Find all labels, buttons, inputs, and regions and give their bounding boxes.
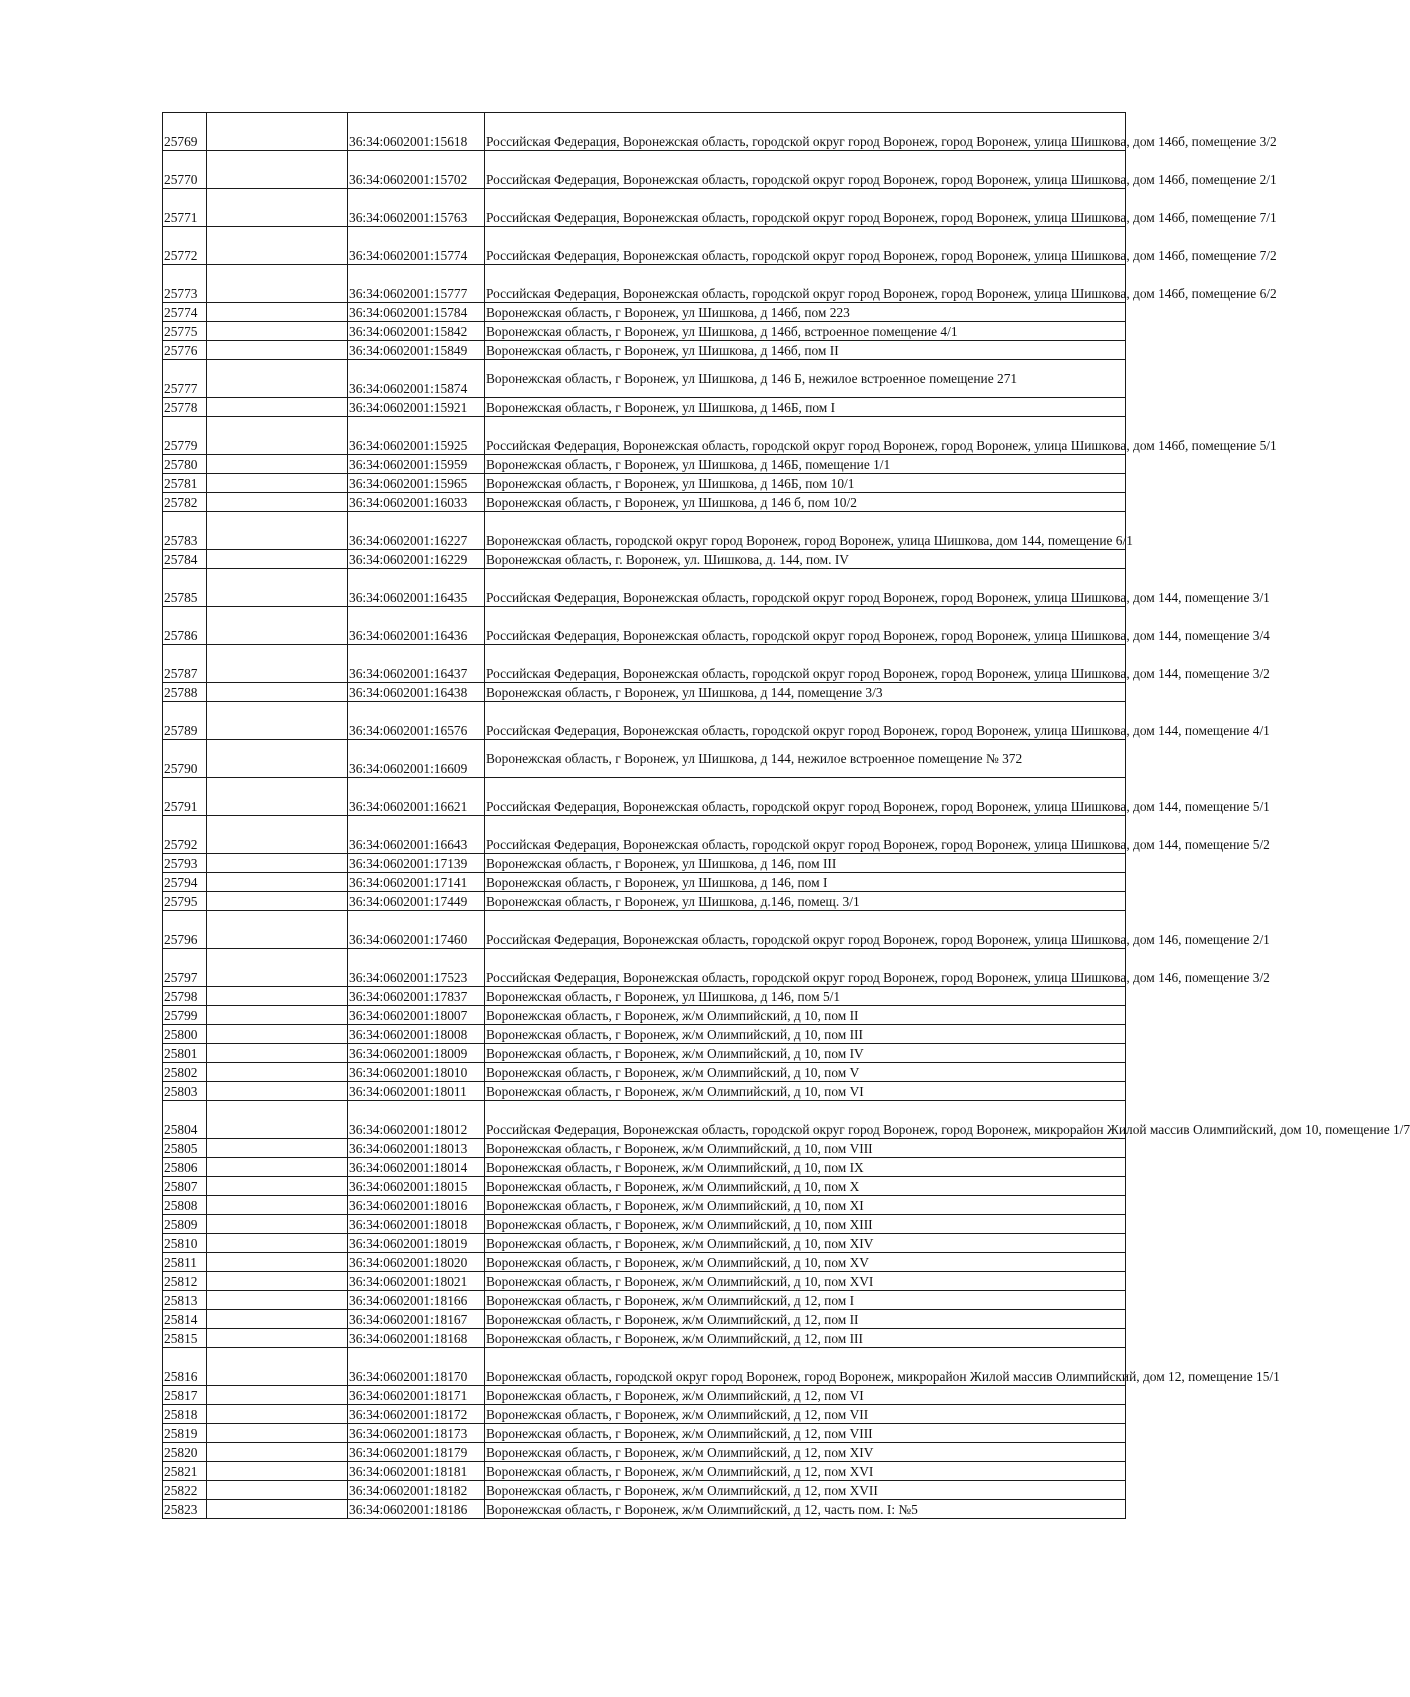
empty-cell <box>207 1500 348 1519</box>
cadastral-number-cell: 36:34:0602001:16437 <box>348 645 485 683</box>
table-row <box>163 607 1126 645</box>
row-number-cell: 25822 <box>163 1481 207 1500</box>
cadastral-number-cell: 36:34:0602001:17139 <box>348 854 485 873</box>
registry-table-body <box>163 113 1410 1519</box>
address-cell: Воронежская область, г Воронеж, ж/м Олимпийский, д 12, пом VI <box>485 1386 1126 1405</box>
table-row <box>163 873 1126 892</box>
table-row <box>163 322 1126 341</box>
cadastral-number-cell: 36:34:0602001:18171 <box>348 1386 485 1405</box>
table-row <box>163 1310 1126 1329</box>
address-cell: Российская Федерация, Воронежская область, городской округ город Воронеж, город Воронеж, улица Шишкова, дом 144, помещение 5/1 <box>485 778 1126 816</box>
empty-cell <box>207 322 348 341</box>
address-cell: Российская Федерация, Воронежская область, городской округ город Воронеж, город Воронеж, улица Шишкова, дом 144, помещение 3/4 <box>485 607 1126 645</box>
address-cell: Воронежская область, г Воронеж, ул Шишкова, д 146б, пом 223 <box>485 303 1126 322</box>
empty-cell <box>207 1234 348 1253</box>
empty-cell <box>207 417 348 455</box>
address-cell: Воронежская область, г Воронеж, ул Шишкова, д 146б, встроенное помещение 4/1 <box>485 322 1126 341</box>
cadastral-number-cell: 36:34:0602001:18012 <box>348 1101 485 1139</box>
row-number-cell: 25810 <box>163 1234 207 1253</box>
address-cell: Воронежская область, г Воронеж, ж/м Олимпийский, д 12, часть пом. I: №5 <box>485 1500 1126 1519</box>
cadastral-number-cell: 36:34:0602001:15842 <box>348 322 485 341</box>
cadastral-number-cell: 36:34:0602001:18167 <box>348 1310 485 1329</box>
table-row <box>163 1424 1126 1443</box>
table-row <box>163 645 1126 683</box>
cadastral-number-cell: 36:34:0602001:18018 <box>348 1215 485 1234</box>
empty-cell <box>207 1481 348 1500</box>
table-row <box>163 1006 1126 1025</box>
address-cell: Воронежская область, г Воронеж, ж/м Олимпийский, д 10, пом V <box>485 1063 1126 1082</box>
row-number-cell: 25804 <box>163 1101 207 1139</box>
table-row <box>163 1443 1126 1462</box>
row-number-cell: 25785 <box>163 569 207 607</box>
address-cell: Воронежская область, г Воронеж, ж/м Олимпийский, д 12, пом II <box>485 1310 1126 1329</box>
empty-cell <box>207 1310 348 1329</box>
row-number-cell: 25811 <box>163 1253 207 1272</box>
cadastral-number-cell: 36:34:0602001:16229 <box>348 550 485 569</box>
table-row <box>163 1481 1126 1500</box>
table-row <box>163 1101 1126 1139</box>
cadastral-number-cell: 36:34:0602001:16436 <box>348 607 485 645</box>
empty-cell <box>207 683 348 702</box>
empty-cell <box>207 1139 348 1158</box>
address-cell: Воронежская область, г Воронеж, ж/м Олимпийский, д 10, пом VIII <box>485 1139 1126 1158</box>
table-row <box>163 1329 1126 1348</box>
table-row <box>163 892 1126 911</box>
cadastral-number-cell: 36:34:0602001:18009 <box>348 1044 485 1063</box>
table-row <box>163 740 1126 778</box>
cadastral-number-cell: 36:34:0602001:18170 <box>348 1348 485 1386</box>
empty-cell <box>207 854 348 873</box>
row-number-cell: 25776 <box>163 341 207 360</box>
empty-cell <box>207 607 348 645</box>
empty-cell <box>207 911 348 949</box>
table-row <box>163 341 1126 360</box>
address-cell: Воронежская область, г Воронеж, ж/м Олимпийский, д 12, пом III <box>485 1329 1126 1348</box>
cadastral-number-cell: 36:34:0602001:18179 <box>348 1443 485 1462</box>
cadastral-number-cell: 36:34:0602001:18020 <box>348 1253 485 1272</box>
table-row <box>163 113 1126 151</box>
row-number-cell: 25795 <box>163 892 207 911</box>
table-row <box>163 455 1126 474</box>
row-number-cell: 25782 <box>163 493 207 512</box>
address-cell: Воронежская область, г Воронеж, ж/м Олимпийский, д 10, пом IV <box>485 1044 1126 1063</box>
row-number-cell: 25775 <box>163 322 207 341</box>
address-cell: Российская Федерация, Воронежская область, городской округ город Воронеж, город Воронеж, улица Шишкова, дом 144, помещение 4/1 <box>485 702 1126 740</box>
address-cell: Воронежская область, г Воронеж, ж/м Олимпийский, д 10, пом X <box>485 1177 1126 1196</box>
table-row <box>163 702 1126 740</box>
empty-cell <box>207 1405 348 1424</box>
row-number-cell: 25780 <box>163 455 207 474</box>
empty-cell <box>207 1158 348 1177</box>
table-row <box>163 1348 1126 1386</box>
empty-cell <box>207 398 348 417</box>
address-cell: Воронежская область, г. Воронеж, ул. Шишкова, д. 144, пом. IV <box>485 550 1126 569</box>
table-row <box>163 1272 1126 1291</box>
empty-cell <box>207 892 348 911</box>
address-cell: Российская Федерация, Воронежская область, городской округ город Воронеж, город Воронеж, микрорайон Жилой массив Олимпийский, дом 10, помещение 1/7 <box>485 1101 1126 1139</box>
address-cell: Воронежская область, г Воронеж, ул Шишкова, д 146 б, пом 10/2 <box>485 493 1126 512</box>
empty-cell <box>207 1063 348 1082</box>
cadastral-number-cell: 36:34:0602001:15965 <box>348 474 485 493</box>
row-number-cell: 25819 <box>163 1424 207 1443</box>
cadastral-number-cell: 36:34:0602001:17141 <box>348 873 485 892</box>
empty-cell <box>207 227 348 265</box>
row-number-cell: 25809 <box>163 1215 207 1234</box>
row-number-cell: 25818 <box>163 1405 207 1424</box>
row-number-cell: 25799 <box>163 1006 207 1025</box>
address-cell: Российская Федерация, Воронежская область, городской округ город Воронеж, город Воронеж, улица Шишкова, дом 146б, помещение 7/1 <box>485 189 1126 227</box>
address-cell: Воронежская область, г Воронеж, ул Шишкова, д 146 Б, нежилое встроенное помещение 271 <box>485 360 1126 398</box>
table-row <box>163 911 1126 949</box>
address-cell: Воронежская область, г Воронеж, ж/м Олимпийский, д 10, пом XIV <box>485 1234 1126 1253</box>
table-row <box>163 398 1126 417</box>
row-number-cell: 25823 <box>163 1500 207 1519</box>
address-cell: Воронежская область, г Воронеж, ж/м Олимпийский, д 12, пом VIII <box>485 1424 1126 1443</box>
empty-cell <box>207 455 348 474</box>
row-number-cell: 25783 <box>163 512 207 550</box>
address-cell: Воронежская область, городской округ город Воронеж, город Воронеж, микрорайон Жилой массив Олимпийский, дом 12, помещение 15/1 <box>485 1348 1126 1386</box>
address-cell: Российская Федерация, Воронежская область, городской округ город Воронеж, город Воронеж, улица Шишкова, дом 144, помещение 3/1 <box>485 569 1126 607</box>
table-row <box>163 1234 1126 1253</box>
row-number-cell: 25793 <box>163 854 207 873</box>
empty-cell <box>207 1044 348 1063</box>
empty-cell <box>207 550 348 569</box>
table-row <box>163 1082 1126 1101</box>
empty-cell <box>207 1253 348 1272</box>
empty-cell <box>207 1272 348 1291</box>
table-row <box>163 949 1126 987</box>
cadastral-number-cell: 36:34:0602001:18173 <box>348 1424 485 1443</box>
cadastral-number-cell: 36:34:0602001:18186 <box>348 1500 485 1519</box>
table-row <box>163 1253 1126 1272</box>
row-number-cell: 25786 <box>163 607 207 645</box>
empty-cell <box>207 1196 348 1215</box>
cadastral-number-cell: 36:34:0602001:16643 <box>348 816 485 854</box>
address-cell: Воронежская область, г Воронеж, ж/м Олимпийский, д 10, пом IX <box>485 1158 1126 1177</box>
address-cell: Воронежская область, г Воронеж, ж/м Олимпийский, д 10, пом XVI <box>485 1272 1126 1291</box>
empty-cell <box>207 341 348 360</box>
address-cell: Воронежская область, г Воронеж, ул Шишкова, д 146Б, помещение 1/1 <box>485 455 1126 474</box>
address-cell: Воронежская область, г Воронеж, ж/м Олимпийский, д 12, пом XIV <box>485 1443 1126 1462</box>
row-number-cell: 25815 <box>163 1329 207 1348</box>
cadastral-number-cell: 36:34:0602001:16435 <box>348 569 485 607</box>
empty-cell <box>207 1177 348 1196</box>
row-number-cell: 25789 <box>163 702 207 740</box>
table-row <box>163 1158 1126 1177</box>
row-number-cell: 25769 <box>163 113 207 151</box>
cadastral-number-cell: 36:34:0602001:18016 <box>348 1196 485 1215</box>
address-cell: Воронежская область, г Воронеж, ул Шишкова, д 146, пом 5/1 <box>485 987 1126 1006</box>
table-row <box>163 303 1126 322</box>
row-number-cell: 25816 <box>163 1348 207 1386</box>
empty-cell <box>207 987 348 1006</box>
row-number-cell: 25813 <box>163 1291 207 1310</box>
cadastral-number-cell: 36:34:0602001:18019 <box>348 1234 485 1253</box>
table-row <box>163 1386 1126 1405</box>
address-cell: Воронежская область, г Воронеж, ж/м Олимпийский, д 10, пом III <box>485 1025 1126 1044</box>
row-number-cell: 25772 <box>163 227 207 265</box>
table-row <box>163 189 1126 227</box>
row-number-cell: 25777 <box>163 360 207 398</box>
table-row <box>163 1044 1126 1063</box>
address-cell: Российская Федерация, Воронежская область, городской округ город Воронеж, город Воронеж, улица Шишкова, дом 146б, помещение 6/2 <box>485 265 1126 303</box>
empty-cell <box>207 873 348 892</box>
row-number-cell: 25798 <box>163 987 207 1006</box>
address-cell: Воронежская область, г Воронеж, ул Шишкова, д 144, нежилое встроенное помещение № 372 <box>485 740 1126 778</box>
table-row <box>163 151 1126 189</box>
row-number-cell: 25801 <box>163 1044 207 1063</box>
cadastral-number-cell: 36:34:0602001:18181 <box>348 1462 485 1481</box>
row-number-cell: 25796 <box>163 911 207 949</box>
row-number-cell: 25814 <box>163 1310 207 1329</box>
table-row <box>163 474 1126 493</box>
table-row <box>163 1177 1126 1196</box>
empty-cell <box>207 1082 348 1101</box>
empty-cell <box>207 1329 348 1348</box>
cadastral-number-cell: 36:34:0602001:18007 <box>348 1006 485 1025</box>
address-cell: Воронежская область, г Воронеж, ул Шишкова, д.146, помещ. 3/1 <box>485 892 1126 911</box>
table-row <box>163 417 1126 455</box>
cadastral-number-cell: 36:34:0602001:15618 <box>348 113 485 151</box>
table-row <box>163 1025 1126 1044</box>
cadastral-number-cell: 36:34:0602001:15777 <box>348 265 485 303</box>
table-row <box>163 550 1126 569</box>
table-row <box>163 360 1126 398</box>
cadastral-number-cell: 36:34:0602001:15784 <box>348 303 485 322</box>
empty-cell <box>207 740 348 778</box>
row-number-cell: 25779 <box>163 417 207 455</box>
address-cell: Воронежская область, г Воронеж, ж/м Олимпийский, д 12, пом XVII <box>485 1481 1126 1500</box>
address-cell: Воронежская область, г Воронеж, ул Шишкова, д 144, помещение 3/3 <box>485 683 1126 702</box>
row-number-cell: 25778 <box>163 398 207 417</box>
table-row <box>163 778 1126 816</box>
empty-cell <box>207 1462 348 1481</box>
empty-cell <box>207 512 348 550</box>
address-cell: Воронежская область, г Воронеж, ул Шишкова, д 146, пом I <box>485 873 1126 892</box>
table-row <box>163 1196 1126 1215</box>
address-cell: Воронежская область, г Воронеж, ул Шишкова, д 146, пом III <box>485 854 1126 873</box>
address-cell: Воронежская область, г Воронеж, ж/м Олимпийский, д 12, пом VII <box>485 1405 1126 1424</box>
row-number-cell: 25807 <box>163 1177 207 1196</box>
empty-cell <box>207 1443 348 1462</box>
address-cell: Воронежская область, г Воронеж, ж/м Олимпийский, д 10, пом II <box>485 1006 1126 1025</box>
address-cell: Воронежская область, г Воронеж, ул Шишкова, д 146Б, пом 10/1 <box>485 474 1126 493</box>
table-row <box>163 1063 1126 1082</box>
empty-cell <box>207 816 348 854</box>
row-number-cell: 25787 <box>163 645 207 683</box>
cadastral-number-cell: 36:34:0602001:15774 <box>348 227 485 265</box>
cadastral-number-cell: 36:34:0602001:16033 <box>348 493 485 512</box>
empty-cell <box>207 1006 348 1025</box>
empty-cell <box>207 360 348 398</box>
address-cell: Воронежская область, г Воронеж, ж/м Олимпийский, д 10, пом XIII <box>485 1215 1126 1234</box>
address-cell: Российская Федерация, Воронежская область, городской округ город Воронеж, город Воронеж, улица Шишкова, дом 146, помещение 2/1 <box>485 911 1126 949</box>
cadastral-number-cell: 36:34:0602001:18015 <box>348 1177 485 1196</box>
cadastral-number-cell: 36:34:0602001:17523 <box>348 949 485 987</box>
table-row <box>163 227 1126 265</box>
cadastral-number-cell: 36:34:0602001:17460 <box>348 911 485 949</box>
row-number-cell: 25812 <box>163 1272 207 1291</box>
row-number-cell: 25773 <box>163 265 207 303</box>
empty-cell <box>207 1348 348 1386</box>
empty-cell <box>207 569 348 607</box>
address-cell: Воронежская область, г Воронеж, ж/м Олимпийский, д 12, пом XVI <box>485 1462 1126 1481</box>
empty-cell <box>207 949 348 987</box>
cadastral-number-cell: 36:34:0602001:15763 <box>348 189 485 227</box>
empty-cell <box>207 778 348 816</box>
row-number-cell: 25791 <box>163 778 207 816</box>
address-cell: Воронежская область, г Воронеж, ж/м Олимпийский, д 12, пом I <box>485 1291 1126 1310</box>
empty-cell <box>207 1101 348 1139</box>
row-number-cell: 25800 <box>163 1025 207 1044</box>
empty-cell <box>207 151 348 189</box>
address-cell: Российская Федерация, Воронежская область, городской округ город Воронеж, город Воронеж, улица Шишкова, дом 146б, помещение 5/1 <box>485 417 1126 455</box>
cadastral-number-cell: 36:34:0602001:16609 <box>348 740 485 778</box>
cadastral-number-cell: 36:34:0602001:16438 <box>348 683 485 702</box>
empty-cell <box>207 474 348 493</box>
address-cell: Воронежская область, г Воронеж, ж/м Олимпийский, д 10, пом XI <box>485 1196 1126 1215</box>
row-number-cell: 25784 <box>163 550 207 569</box>
cadastral-number-cell: 36:34:0602001:15959 <box>348 455 485 474</box>
cadastral-number-cell: 36:34:0602001:15925 <box>348 417 485 455</box>
cadastral-number-cell: 36:34:0602001:18166 <box>348 1291 485 1310</box>
cadastral-number-cell: 36:34:0602001:18008 <box>348 1025 485 1044</box>
cadastral-number-cell: 36:34:0602001:18168 <box>348 1329 485 1348</box>
address-cell: Российская Федерация, Воронежская область, городской округ город Воронеж, город Воронеж, улица Шишкова, дом 144, помещение 5/2 <box>485 816 1126 854</box>
empty-cell <box>207 1424 348 1443</box>
row-number-cell: 25771 <box>163 189 207 227</box>
address-cell: Воронежская область, г Воронеж, ж/м Олимпийский, д 10, пом VI <box>485 1082 1126 1101</box>
address-cell: Российская Федерация, Воронежская область, городской округ город Воронеж, город Воронеж, улица Шишкова, дом 146, помещение 3/2 <box>485 949 1126 987</box>
table-row <box>163 1462 1126 1481</box>
row-number-cell: 25821 <box>163 1462 207 1481</box>
cadastral-number-cell: 36:34:0602001:18172 <box>348 1405 485 1424</box>
row-number-cell: 25820 <box>163 1443 207 1462</box>
table-row <box>163 493 1126 512</box>
table-row <box>163 1291 1126 1310</box>
cadastral-number-cell: 36:34:0602001:16227 <box>348 512 485 550</box>
cadastral-number-cell: 36:34:0602001:16576 <box>348 702 485 740</box>
table-row <box>163 1215 1126 1234</box>
table-row <box>163 1405 1126 1424</box>
row-number-cell: 25808 <box>163 1196 207 1215</box>
table-row <box>163 1500 1126 1519</box>
empty-cell <box>207 1025 348 1044</box>
table-row <box>163 987 1126 1006</box>
empty-cell <box>207 189 348 227</box>
empty-cell <box>207 493 348 512</box>
row-number-cell: 25788 <box>163 683 207 702</box>
empty-cell <box>207 702 348 740</box>
cadastral-number-cell: 36:34:0602001:18021 <box>348 1272 485 1291</box>
cadastral-number-cell: 36:34:0602001:17449 <box>348 892 485 911</box>
empty-cell <box>207 1291 348 1310</box>
row-number-cell: 25794 <box>163 873 207 892</box>
table-row <box>163 569 1126 607</box>
table-row <box>163 1139 1126 1158</box>
row-number-cell: 25774 <box>163 303 207 322</box>
address-cell: Российская Федерация, Воронежская область, городской округ город Воронеж, город Воронеж, улица Шишкова, дом 144, помещение 3/2 <box>485 645 1126 683</box>
row-number-cell: 25790 <box>163 740 207 778</box>
cadastral-number-cell: 36:34:0602001:15849 <box>348 341 485 360</box>
cadastral-number-cell: 36:34:0602001:18182 <box>348 1481 485 1500</box>
cadastral-number-cell: 36:34:0602001:16621 <box>348 778 485 816</box>
address-cell: Российская Федерация, Воронежская область, городской округ город Воронеж, город Воронеж, улица Шишкова, дом 146б, помещение 3/2 <box>485 113 1126 151</box>
row-number-cell: 25803 <box>163 1082 207 1101</box>
row-number-cell: 25817 <box>163 1386 207 1405</box>
empty-cell <box>207 1386 348 1405</box>
address-cell: Российская Федерация, Воронежская область, городской округ город Воронеж, город Воронеж, улица Шишкова, дом 146б, помещение 2/1 <box>485 151 1126 189</box>
table-row <box>163 265 1126 303</box>
cadastral-number-cell: 36:34:0602001:18013 <box>348 1139 485 1158</box>
cadastral-number-cell: 36:34:0602001:18014 <box>348 1158 485 1177</box>
table-row <box>163 816 1126 854</box>
cadastral-number-cell: 36:34:0602001:18011 <box>348 1082 485 1101</box>
empty-cell <box>207 265 348 303</box>
row-number-cell: 25770 <box>163 151 207 189</box>
table-row <box>163 683 1126 702</box>
row-number-cell: 25797 <box>163 949 207 987</box>
registry-table <box>162 112 1410 1519</box>
empty-cell <box>207 113 348 151</box>
table-row <box>163 512 1126 550</box>
address-cell: Воронежская область, г Воронеж, ул Шишкова, д 146Б, пом I <box>485 398 1126 417</box>
empty-cell <box>207 303 348 322</box>
row-number-cell: 25802 <box>163 1063 207 1082</box>
address-cell: Российская Федерация, Воронежская область, городской округ город Воронеж, город Воронеж, улица Шишкова, дом 146б, помещение 7/2 <box>485 227 1126 265</box>
empty-cell <box>207 645 348 683</box>
empty-cell <box>207 1215 348 1234</box>
cadastral-number-cell: 36:34:0602001:15874 <box>348 360 485 398</box>
row-number-cell: 25805 <box>163 1139 207 1158</box>
row-number-cell: 25806 <box>163 1158 207 1177</box>
row-number-cell: 25792 <box>163 816 207 854</box>
row-number-cell: 25781 <box>163 474 207 493</box>
address-cell: Воронежская область, г Воронеж, ж/м Олимпийский, д 10, пом XV <box>485 1253 1126 1272</box>
cadastral-number-cell: 36:34:0602001:15921 <box>348 398 485 417</box>
cadastral-number-cell: 36:34:0602001:17837 <box>348 987 485 1006</box>
cadastral-number-cell: 36:34:0602001:18010 <box>348 1063 485 1082</box>
address-cell: Воронежская область, г Воронеж, ул Шишкова, д 146б, пом II <box>485 341 1126 360</box>
address-cell: Воронежская область, городской округ город Воронеж, город Воронеж, улица Шишкова, дом 144, помещение 6/1 <box>485 512 1126 550</box>
table-row <box>163 854 1126 873</box>
cadastral-number-cell: 36:34:0602001:15702 <box>348 151 485 189</box>
